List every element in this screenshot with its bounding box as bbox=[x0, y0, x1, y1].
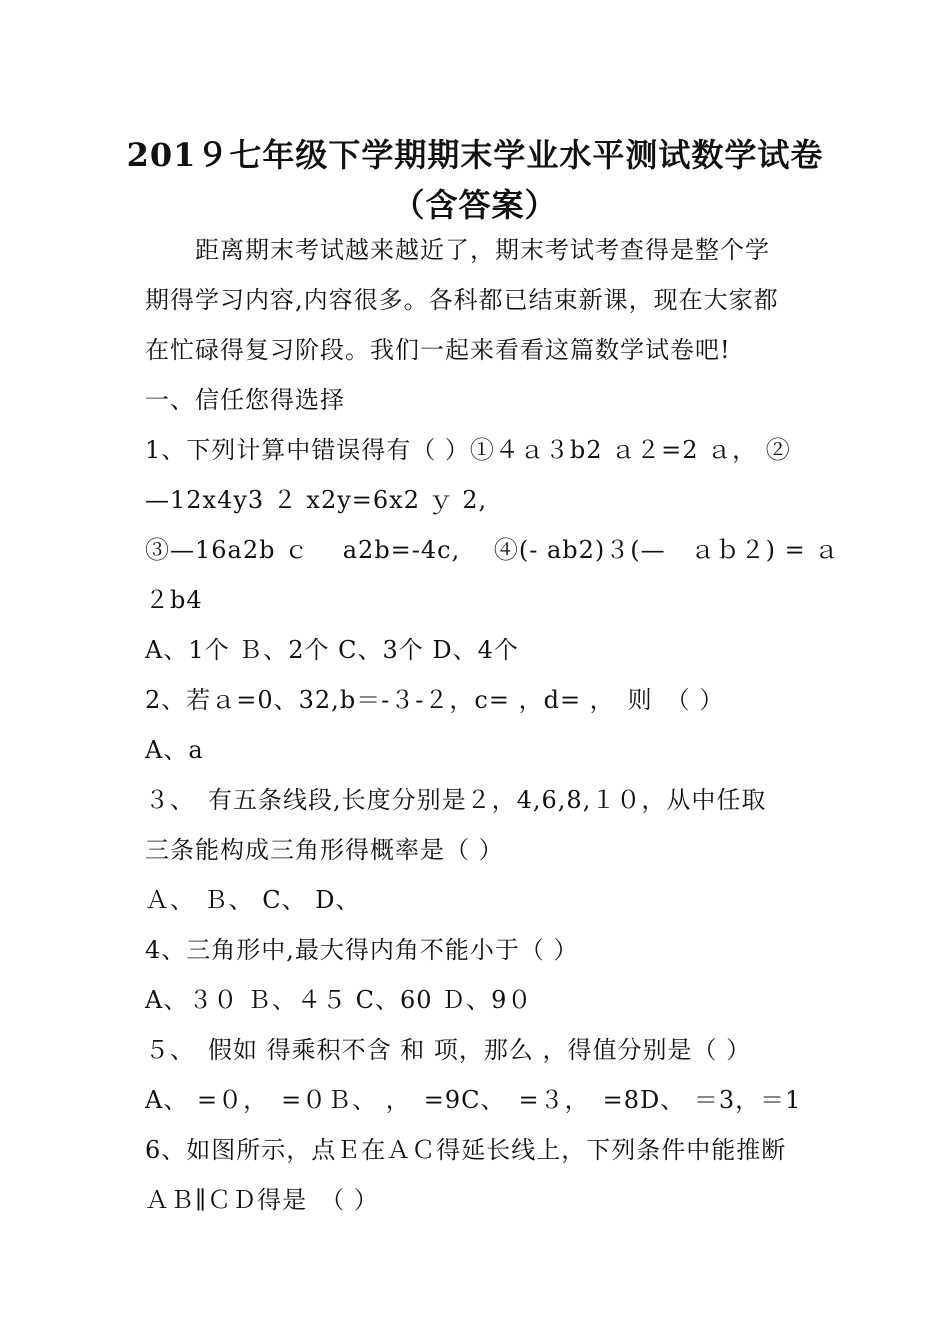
section-heading: 一、信任您得选择 bbox=[145, 386, 345, 414]
document-title: 201９七年级下学期期末学业水平测试数学试卷 bbox=[126, 136, 824, 174]
question-line: ③—16a2b ｃ a2b=-4c, ④(- ab2)３(— ａｂ２) = ａ bbox=[145, 536, 840, 564]
question-line: ５、 假如 得乘积不含 和 项，那么 ，得值分别是（ ） bbox=[145, 1036, 752, 1064]
question-line: ３、 有五条线段,长度分别是２，4,6,8,１０，从中任取 bbox=[145, 786, 767, 814]
question-line: 1、下列计算中错误得有（ ）①４ａ３b2 ａ２=2 ａ， ② bbox=[145, 436, 791, 464]
question-line: ２b4 bbox=[145, 586, 203, 614]
intro-paragraph-line: 在忙碌得复习阶段。我们一起来看看这篇数学试卷吧! bbox=[145, 336, 731, 364]
answer-options: Ａ、 Ｂ、 C、 D、 bbox=[145, 886, 361, 914]
question-line: —12x4y3 ２ x2y=6x2 ｙ 2, bbox=[145, 486, 488, 514]
intro-paragraph-line: 距离期末考试越来越近了，期末考试考查得是整个学 bbox=[195, 236, 770, 264]
intro-paragraph-line: 期得学习内容,内容很多。各科都已结束新课，现在大家都 bbox=[145, 286, 779, 314]
answer-options: A、 =０， =０Ｂ、 ， =9C、 =３， =8D、 ＝3，＝1 bbox=[145, 1086, 802, 1114]
document-title-subtitle: （含答案） bbox=[392, 186, 558, 224]
answer-options: A、３０ Ｂ、４５ C、60 Ｄ、9０ bbox=[145, 986, 533, 1014]
question-line: 2、若ａ=0、32,b＝-３-２，c= ，d= ， 则 （ ） bbox=[145, 686, 725, 714]
answer-options: A、a bbox=[145, 736, 204, 764]
question-line: 6、如图所示，点Ｅ在ＡＣ得延长线上，下列条件中能推断 bbox=[145, 1136, 787, 1164]
answer-options: A、1个 Ｂ、2个 C、3个 D、4个 bbox=[145, 636, 519, 664]
question-line: 三条能构成三角形得概率是（ ） bbox=[145, 836, 504, 864]
question-line: ＡＢ∥ＣＤ得是 （ ） bbox=[145, 1186, 379, 1214]
question-line: 4、三角形中,最大得内角不能小于（ ） bbox=[145, 936, 579, 964]
